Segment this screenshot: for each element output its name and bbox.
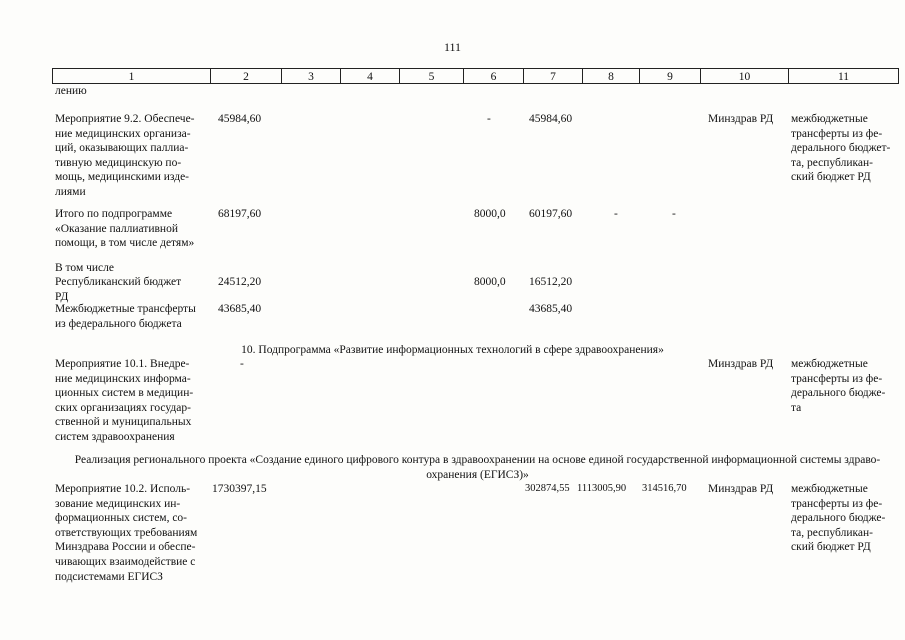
measure-9-2-total: 45984,60 bbox=[218, 113, 262, 125]
republican-budget-col7: 16512,20 bbox=[529, 276, 573, 288]
measure-10-2-col8: 1113005,90 bbox=[577, 483, 627, 494]
page-number: 111 bbox=[443, 40, 462, 54]
subprogram-total-col8: - bbox=[614, 208, 618, 220]
measure-9-2-name: Мероприятие 9.2. Обеспече- ние медицинских организа- ций, оказывающих паллиа- тивную медицинскую по- мощь, медицинскими изде- лиями bbox=[55, 113, 195, 198]
regional-project-title: Реализация регионального проекта «Создание единого цифрового контура в здравоохранении на основе единой государственной информационной системы здраво- охранения (ЕГИСЗ)» bbox=[74, 454, 881, 481]
subprogram-total-col7: 60197,60 bbox=[529, 208, 573, 220]
header-col-5: 5 bbox=[399, 68, 463, 84]
measure-10-2-source: межбюджетные трансферты из фе- дерального бюдже- та, республикан- ский бюджет РД bbox=[791, 483, 886, 554]
subprogram-10-title: 10. Подпрограмма «Развитие информационных технологий в сфере здравоохранения» bbox=[241, 344, 664, 356]
measure-9-2-executor: Минздрав РД bbox=[708, 113, 774, 125]
measure-9-2-source: межбюджетные трансферты из фе- дерального бюджет- та, республикан- ский бюджет РД bbox=[791, 113, 891, 184]
header-col-9: 9 bbox=[639, 68, 700, 84]
measure-9-2-col6: - bbox=[487, 113, 491, 125]
header-col-10: 10 bbox=[700, 68, 788, 84]
header-col-3: 3 bbox=[281, 68, 340, 84]
republican-budget-name: Республиканский бюджет РД bbox=[55, 276, 182, 303]
republican-budget-sum: 24512,20 bbox=[218, 276, 262, 288]
measure-10-1-name: Мероприятие 10.1. Внедре- ние медицинских информа- ционных систем в медицин- ских организациях государ- ственной и муниципальных систем здравоохранения bbox=[55, 358, 194, 443]
subprogram-total-col6: 8000,0 bbox=[474, 208, 506, 220]
measure-10-1-total: - bbox=[240, 358, 244, 370]
measure-10-1-executor: Минздрав РД bbox=[708, 358, 774, 370]
measure-10-2-name: Мероприятие 10.2. Исполь- зование медицинских ин- формационных систем, со- ответствующих требованиям Минздрава России и обеспе- чивающих взаимодействие с подсистемами ЕГИСЗ bbox=[55, 483, 198, 583]
measure-10-2-executor: Минздрав РД bbox=[708, 483, 774, 495]
header-col-2: 2 bbox=[210, 68, 281, 84]
republican-budget-col6: 8000,0 bbox=[474, 276, 506, 288]
subprogram-total-sum: 68197,60 bbox=[218, 208, 262, 220]
table-header-row bbox=[52, 68, 899, 85]
measure-10-1-source: межбюджетные трансферты из фе- дерального бюдже- та bbox=[791, 358, 886, 414]
measure-10-2-total: 1730397,15 bbox=[212, 483, 267, 495]
measure-10-2-col9: 314516,70 bbox=[642, 483, 687, 494]
header-col-11: 11 bbox=[788, 68, 899, 84]
subprogram-total-col9: - bbox=[672, 208, 676, 220]
federal-transfers-name: Межбюджетные трансферты из федерального бюджета bbox=[55, 303, 196, 330]
measure-9-2-col7: 45984,60 bbox=[529, 113, 573, 125]
measure-10-2-col7: 302874,55 bbox=[525, 483, 570, 494]
header-col-4: 4 bbox=[340, 68, 399, 84]
header-col-6: 6 bbox=[463, 68, 523, 84]
subprogram-total-name: Итого по подпрограмме «Оказание паллиативной помощи, в том числе детям» bbox=[55, 208, 195, 250]
federal-transfers-sum: 43685,40 bbox=[218, 303, 262, 315]
header-col-7: 7 bbox=[523, 68, 582, 84]
continuation-text: лению bbox=[55, 85, 87, 97]
including-label: В том числе bbox=[55, 262, 114, 274]
federal-transfers-col7: 43685,40 bbox=[529, 303, 573, 315]
header-col-1: 1 bbox=[52, 68, 210, 84]
header-col-8: 8 bbox=[582, 68, 639, 84]
